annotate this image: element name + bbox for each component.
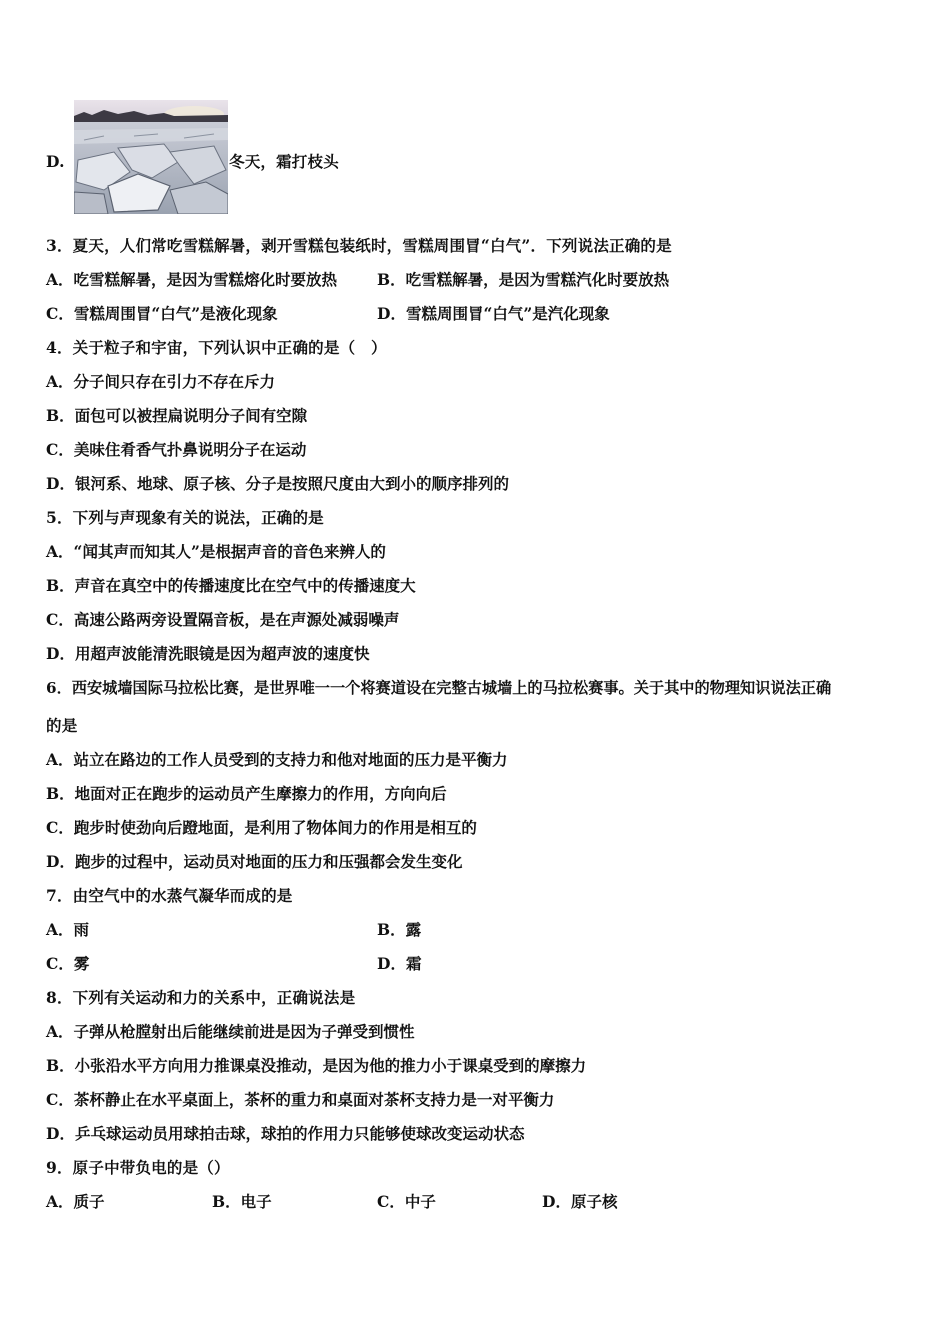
- q3-option-b: B．吃雪糕解暑，是因为雪糕汽化时要放热: [377, 270, 670, 289]
- q9-option-a: A．质子: [46, 1192, 105, 1211]
- q2-option-d-label: D.: [46, 152, 65, 171]
- q9-option-c: C．中子: [377, 1192, 436, 1211]
- q6-option-c: C．跑步时使劲向后蹬地面，是利用了物体间力的作用是相互的: [46, 818, 477, 837]
- q2-option-d-text: 冬天，霜打枝头: [229, 152, 339, 171]
- q4-option-b: B．面包可以被捏扁说明分子间有空隙: [46, 406, 308, 425]
- q7-stem: 7．由空气中的水蒸气凝华而成的是: [46, 886, 293, 905]
- q9-option-b: B．电子: [212, 1192, 272, 1211]
- q8-option-d: D．乒乓球运动员用球拍击球，球拍的作用力只能够使球改变运动状态: [46, 1124, 525, 1143]
- q8-option-b: B．小张沿水平方向用力推课桌没推动，是因为他的推力小于课桌受到的摩擦力: [46, 1056, 587, 1075]
- q3-option-c: C．雪糕周围冒“白气”是液化现象: [46, 304, 278, 323]
- q5-option-a: A．“闻其声而知其人”是根据声音的音色来辨人的: [46, 542, 386, 561]
- q5-option-c: C．高速公路两旁设置隔音板，是在声源处减弱噪声: [46, 610, 400, 629]
- q6-stem-line2: 的是: [46, 716, 78, 735]
- q7-option-b: B．露: [377, 920, 422, 939]
- q7-option-d: D．霜: [377, 954, 422, 973]
- q6-option-b: B．地面对正在跑步的运动员产生摩擦力的作用，方向向后: [46, 784, 447, 803]
- q4-option-c: C．美味住肴香气扑鼻说明分子在运动: [46, 440, 307, 459]
- q5-option-d: D．用超声波能清洗眼镜是因为超声波的速度快: [46, 644, 370, 663]
- frozen-river-photo: [74, 100, 228, 214]
- q6-option-d: D．跑步的过程中，运动员对地面的压力和压强都会发生变化: [46, 852, 463, 871]
- q5-option-b: B．声音在真空中的传播速度比在空气中的传播速度大: [46, 576, 416, 595]
- q7-option-c: C．雾: [46, 954, 90, 973]
- q7-option-a: A．雨: [46, 920, 90, 939]
- q9-stem: 9．原子中带负电的是（）: [46, 1158, 230, 1177]
- q3-option-d: D．雪糕周围冒“白气”是汽化现象: [377, 304, 610, 323]
- q8-stem: 8．下列有关运动和力的关系中，正确说法是: [46, 988, 356, 1007]
- q4-stem: 4．关于粒子和宇宙，下列认识中正确的是（ ）: [46, 338, 387, 357]
- q9-option-d: D．原子核: [542, 1192, 618, 1211]
- q4-option-a: A．分子间只存在引力不存在斥力: [46, 372, 276, 391]
- q8-option-c: C．茶杯静止在水平桌面上，茶杯的重力和桌面对茶杯支持力是一对平衡力: [46, 1090, 555, 1109]
- q6-option-a: A．站立在路边的工作人员受到的支持力和他对地面的压力是平衡力: [46, 750, 508, 769]
- q5-stem: 5．下列与声现象有关的说法，正确的是: [46, 508, 324, 527]
- q6-stem-line1: 6．西安城墙国际马拉松比赛，是世界唯一一个将赛道设在完整古城墙上的马拉松赛事。关于其中的物理知识说法正确: [46, 679, 832, 697]
- q3-option-a: A．吃雪糕解暑，是因为雪糕熔化时要放热: [46, 270, 338, 289]
- q3-stem: 3．夏天，人们常吃雪糕解暑，剥开雪糕包装纸时，雪糕周围冒“白气”．下列说法正确的是: [46, 236, 672, 255]
- q4-option-d: D．银河系、地球、原子核、分子是按照尺度由大到小的顺序排列的: [46, 474, 509, 493]
- q8-option-a: A．子弹从枪膛射出后能继续前进是因为子弹受到惯性: [46, 1022, 415, 1041]
